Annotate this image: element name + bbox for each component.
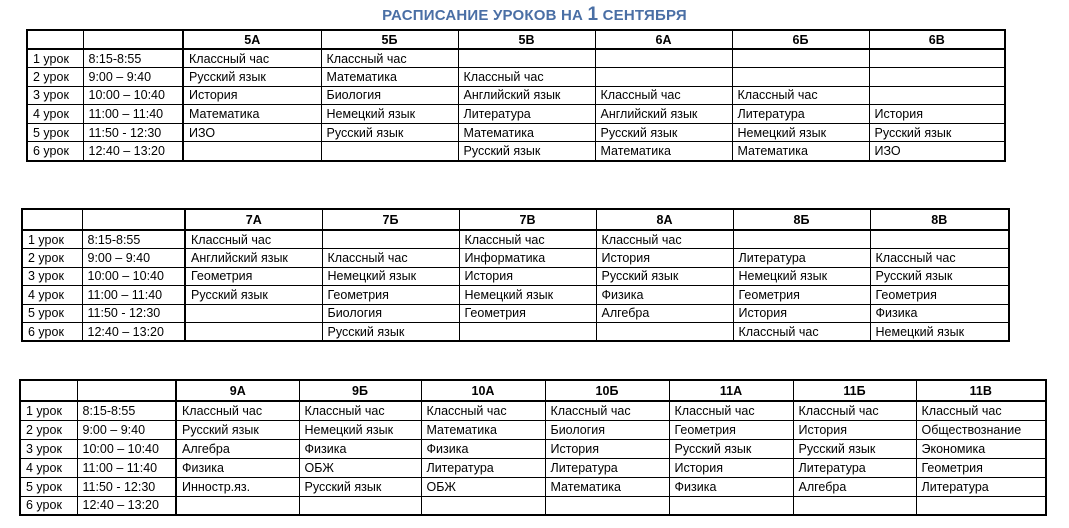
subject-cell [321, 142, 458, 161]
table-row [20, 496, 1046, 515]
subject-cell: Английский язык [595, 105, 732, 124]
table-row [27, 49, 1005, 68]
subject-cell [869, 49, 1005, 68]
lesson-time: 11:00 – 11:40 [82, 286, 185, 305]
lesson-number: 1 урок [27, 49, 83, 68]
subject-cell [793, 496, 916, 515]
subject-cell: Немецкий язык [321, 105, 458, 124]
lesson-time: 10:00 – 10:40 [82, 267, 185, 286]
lesson-time: 8:15-8:55 [82, 230, 185, 249]
subject-cell: История [545, 439, 669, 458]
subject-cell: Классный час [322, 249, 459, 268]
class-header: 5А [183, 30, 321, 49]
class-header: 10Б [545, 380, 669, 401]
subject-cell: Классный час [596, 230, 733, 249]
class-header: 11В [916, 380, 1046, 401]
lesson-number: 2 урок [20, 420, 77, 439]
subject-cell: Русский язык [299, 477, 421, 496]
schedule-table-7-8 [21, 208, 1010, 342]
lesson-time: 12:40 – 13:20 [83, 142, 183, 161]
subject-cell: Классный час [183, 49, 321, 68]
subject-cell: Классный час [595, 86, 732, 105]
table-row [20, 401, 1046, 420]
subject-cell [322, 230, 459, 249]
subject-cell: ИЗО [183, 123, 321, 142]
lesson-number: 1 урок [20, 401, 77, 420]
lesson-time: 9:00 – 9:40 [82, 249, 185, 268]
subject-cell: История [669, 458, 793, 477]
subject-cell: Классный час [458, 68, 595, 87]
header-empty-cell [77, 380, 176, 401]
subject-cell: Алгебра [793, 477, 916, 496]
class-header: 11А [669, 380, 793, 401]
schedule-table-5-6 [26, 29, 1006, 162]
subject-cell: Классный час [870, 249, 1009, 268]
lesson-time: 11:00 – 11:40 [83, 105, 183, 124]
subject-cell: Немецкий язык [299, 420, 421, 439]
class-header: 6Б [732, 30, 869, 49]
table-row [22, 323, 1009, 342]
header-row [27, 30, 1005, 49]
table-row [27, 123, 1005, 142]
table-row [22, 230, 1009, 249]
lesson-number: 5 урок [27, 123, 83, 142]
header-empty-cell [22, 209, 82, 230]
subject-cell: Геометрия [870, 286, 1009, 305]
table-row [22, 249, 1009, 268]
subject-cell: Биология [321, 86, 458, 105]
subject-cell [732, 49, 869, 68]
class-header: 6А [595, 30, 732, 49]
subject-cell: Экономика [916, 439, 1046, 458]
subject-cell: Классный час [545, 401, 669, 420]
class-header: 10А [421, 380, 545, 401]
lesson-number: 3 урок [27, 86, 83, 105]
subject-cell: Алгебра [176, 439, 299, 458]
lesson-number: 5 урок [20, 477, 77, 496]
subject-cell [545, 496, 669, 515]
subject-cell: История [459, 267, 596, 286]
subject-cell: Математика [183, 105, 321, 124]
subject-cell: Геометрия [459, 304, 596, 323]
lesson-number: 4 урок [20, 458, 77, 477]
lesson-number: 6 урок [27, 142, 83, 161]
subject-cell: Геометрия [322, 286, 459, 305]
header-row [22, 209, 1009, 230]
lesson-time: 11:50 - 12:30 [82, 304, 185, 323]
table-row [20, 420, 1046, 439]
subject-cell: Физика [299, 439, 421, 458]
lesson-number: 6 урок [20, 496, 77, 515]
subject-cell: История [869, 105, 1005, 124]
subject-cell: Физика [421, 439, 545, 458]
subject-cell: Математика [458, 123, 595, 142]
lesson-number: 6 урок [22, 323, 82, 342]
subject-cell: Немецкий язык [322, 267, 459, 286]
subject-cell: Классный час [421, 401, 545, 420]
table-row [22, 267, 1009, 286]
subject-cell: Физика [669, 477, 793, 496]
table-row [22, 286, 1009, 305]
subject-cell: Немецкий язык [733, 267, 870, 286]
table-row [22, 304, 1009, 323]
subject-cell [299, 496, 421, 515]
subject-cell: Математика [595, 142, 732, 161]
class-header: 9Б [299, 380, 421, 401]
subject-cell: История [793, 420, 916, 439]
class-header: 7А [185, 209, 322, 230]
subject-cell: Немецкий язык [459, 286, 596, 305]
table-row [27, 142, 1005, 161]
table-row [20, 458, 1046, 477]
subject-cell: Русский язык [185, 286, 322, 305]
lesson-time: 10:00 – 10:40 [77, 439, 176, 458]
class-header: 11Б [793, 380, 916, 401]
lesson-number: 3 урок [22, 267, 82, 286]
lesson-time: 9:00 – 9:40 [83, 68, 183, 87]
subject-cell: Русский язык [458, 142, 595, 161]
lesson-number: 2 урок [22, 249, 82, 268]
lesson-time: 8:15-8:55 [83, 49, 183, 68]
subject-cell: Инностр.яз. [176, 477, 299, 496]
title-day: 1 [587, 4, 599, 25]
subject-cell [732, 68, 869, 87]
class-header: 5Б [321, 30, 458, 49]
subject-cell: Геометрия [669, 420, 793, 439]
class-header: 9А [176, 380, 299, 401]
title-prefix: РАСПИСАНИЕ УРОКОВ НА [382, 7, 588, 24]
subject-cell [176, 496, 299, 515]
subject-cell: Классный час [669, 401, 793, 420]
subject-cell: ОБЖ [421, 477, 545, 496]
subject-cell [185, 304, 322, 323]
lesson-time: 8:15-8:55 [77, 401, 176, 420]
table-row [27, 68, 1005, 87]
lesson-time: 11:50 - 12:30 [77, 477, 176, 496]
subject-cell: Физика [596, 286, 733, 305]
subject-cell: Алгебра [596, 304, 733, 323]
class-header: 8Б [733, 209, 870, 230]
subject-cell [458, 49, 595, 68]
class-header: 8А [596, 209, 733, 230]
subject-cell: Русский язык [870, 267, 1009, 286]
lesson-time: 12:40 – 13:20 [77, 496, 176, 515]
subject-cell: Классный час [185, 230, 322, 249]
subject-cell [185, 323, 322, 342]
header-row [20, 380, 1046, 401]
subject-cell: Немецкий язык [732, 123, 869, 142]
subject-cell: Классный час [732, 86, 869, 105]
subject-cell [916, 496, 1046, 515]
subject-cell [596, 323, 733, 342]
subject-cell [869, 86, 1005, 105]
class-header: 7В [459, 209, 596, 230]
class-header: 7Б [322, 209, 459, 230]
page-title [0, 4, 1069, 26]
subject-cell: Геометрия [733, 286, 870, 305]
subject-cell: Английский язык [458, 86, 595, 105]
subject-cell: Английский язык [185, 249, 322, 268]
subject-cell: Русский язык [669, 439, 793, 458]
subject-cell: Литература [732, 105, 869, 124]
lesson-time: 9:00 – 9:40 [77, 420, 176, 439]
subject-cell [421, 496, 545, 515]
subject-cell: Математика [321, 68, 458, 87]
subject-cell: Классный час [793, 401, 916, 420]
subject-cell: Биология [322, 304, 459, 323]
subject-cell [183, 142, 321, 161]
subject-cell: Математика [732, 142, 869, 161]
subject-cell: Русский язык [176, 420, 299, 439]
subject-cell: Классный час [459, 230, 596, 249]
table-row [27, 86, 1005, 105]
lesson-number: 2 урок [27, 68, 83, 87]
subject-cell [595, 49, 732, 68]
header-empty-cell [83, 30, 183, 49]
subject-cell: Литература [793, 458, 916, 477]
subject-cell: Русский язык [322, 323, 459, 342]
subject-cell: Литература [458, 105, 595, 124]
subject-cell: Русский язык [595, 123, 732, 142]
subject-cell: Русский язык [183, 68, 321, 87]
table-row [20, 477, 1046, 496]
subject-cell: ИЗО [869, 142, 1005, 161]
subject-cell [669, 496, 793, 515]
subject-cell: Классный час [916, 401, 1046, 420]
subject-cell [870, 230, 1009, 249]
subject-cell: Геометрия [185, 267, 322, 286]
header-empty-cell [20, 380, 77, 401]
schedule-table-9-11 [19, 379, 1047, 516]
lesson-time: 11:00 – 11:40 [77, 458, 176, 477]
subject-cell: Информатика [459, 249, 596, 268]
lesson-time: 12:40 – 13:20 [82, 323, 185, 342]
subject-cell: Русский язык [596, 267, 733, 286]
table-row [27, 105, 1005, 124]
subject-cell: Литература [916, 477, 1046, 496]
subject-cell: Математика [545, 477, 669, 496]
header-empty-cell [27, 30, 83, 49]
lesson-time: 11:50 - 12:30 [83, 123, 183, 142]
class-header: 5В [458, 30, 595, 49]
subject-cell [869, 68, 1005, 87]
table-row [20, 439, 1046, 458]
subject-cell: Классный час [733, 323, 870, 342]
subject-cell: Классный час [321, 49, 458, 68]
subject-cell: ОБЖ [299, 458, 421, 477]
header-empty-cell [82, 209, 185, 230]
subject-cell: Геометрия [916, 458, 1046, 477]
subject-cell: История [733, 304, 870, 323]
subject-cell: История [183, 86, 321, 105]
subject-cell [459, 323, 596, 342]
class-header: 6В [869, 30, 1005, 49]
lesson-number: 4 урок [22, 286, 82, 305]
subject-cell: История [596, 249, 733, 268]
subject-cell: Классный час [299, 401, 421, 420]
lesson-number: 5 урок [22, 304, 82, 323]
subject-cell: Русский язык [869, 123, 1005, 142]
subject-cell: Физика [870, 304, 1009, 323]
subject-cell: Биология [545, 420, 669, 439]
lesson-number: 1 урок [22, 230, 82, 249]
lesson-number: 4 урок [27, 105, 83, 124]
subject-cell: Литература [545, 458, 669, 477]
subject-cell [733, 230, 870, 249]
lesson-number: 3 урок [20, 439, 77, 458]
subject-cell: Литература [733, 249, 870, 268]
subject-cell: Литература [421, 458, 545, 477]
subject-cell: Классный час [176, 401, 299, 420]
subject-cell [595, 68, 732, 87]
class-header: 8В [870, 209, 1009, 230]
subject-cell: Немецкий язык [870, 323, 1009, 342]
lesson-time: 10:00 – 10:40 [83, 86, 183, 105]
subject-cell: Русский язык [793, 439, 916, 458]
title-suffix: СЕНТЯБРЯ [598, 7, 687, 24]
subject-cell: Обществознание [916, 420, 1046, 439]
subject-cell: Физика [176, 458, 299, 477]
subject-cell: Математика [421, 420, 545, 439]
subject-cell: Русский язык [321, 123, 458, 142]
